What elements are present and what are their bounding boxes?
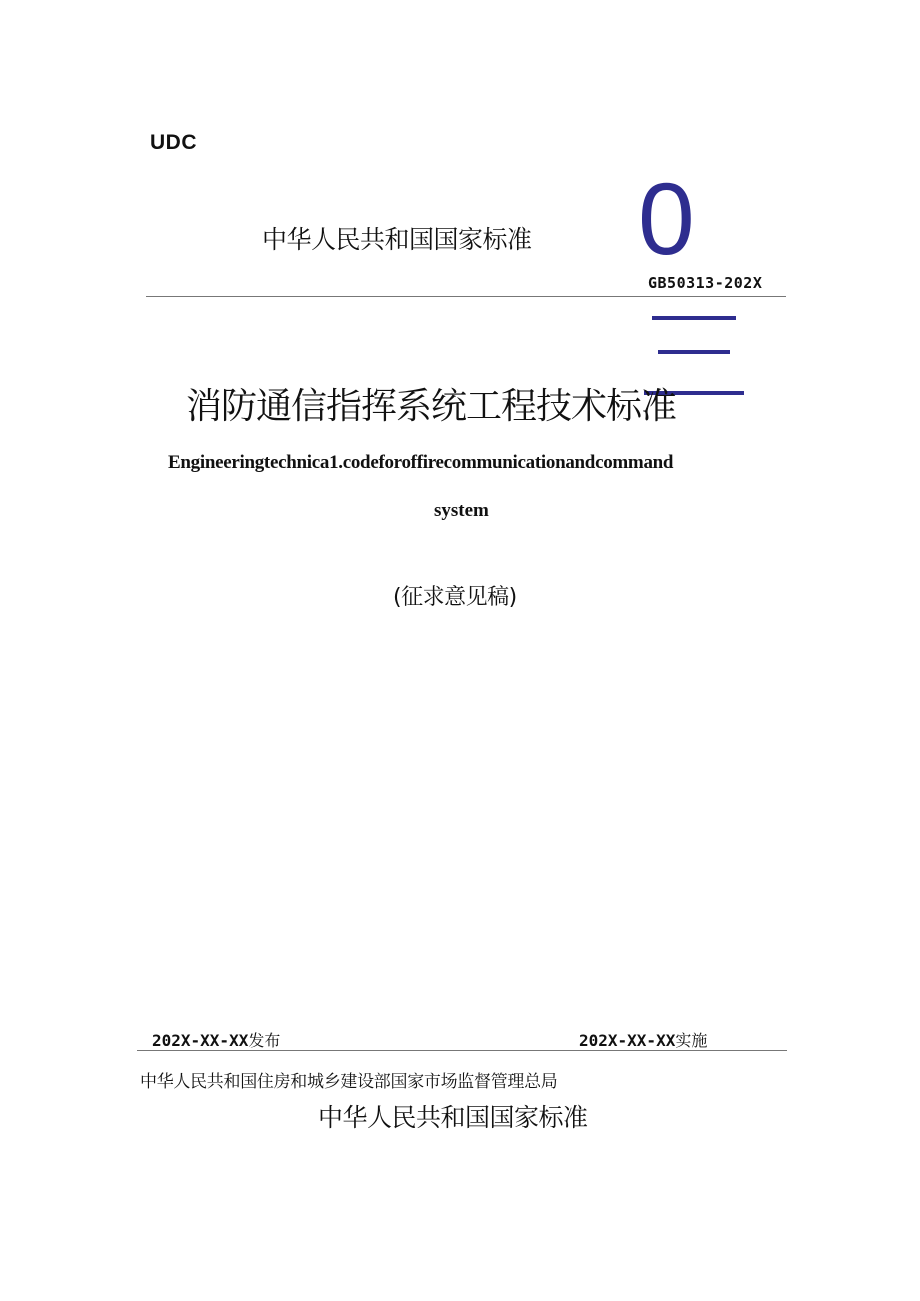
document-title-zh: 消防通信指挥系统工程技术标准 [186,386,677,427]
standard-code: GB50313-202X [648,274,763,292]
standard-type-heading: 中华人民共和国国家标准 [262,225,532,254]
gb-logo-numeral: 0 [638,162,695,276]
implement-date-value: 202X-XX-XX [579,1031,676,1050]
document-title-en-line2: system [434,500,489,521]
publish-date [152,1028,280,1051]
issuing-authority: 中华人民共和国住房和城乡建设部国家市场监督管理总局 [140,1072,558,1092]
implement-date [579,1028,707,1051]
implement-label: 实施 [675,1031,708,1050]
udc-label: UDC [150,131,197,154]
publish-label: 发布 [248,1031,281,1050]
footer-divider [137,1050,787,1051]
footer-standard-name: 中华人民共和国国家标准 [318,1103,588,1132]
document-title-en-line1: Engineeringtechnica1.codeforoffirecommunicationandcommand [168,452,674,473]
logo-bar-top [652,316,736,320]
header-divider [146,296,786,297]
logo-bar-middle [658,350,730,354]
publish-date-value: 202X-XX-XX [152,1031,249,1050]
draft-status: (征求意见稿) [393,585,517,610]
